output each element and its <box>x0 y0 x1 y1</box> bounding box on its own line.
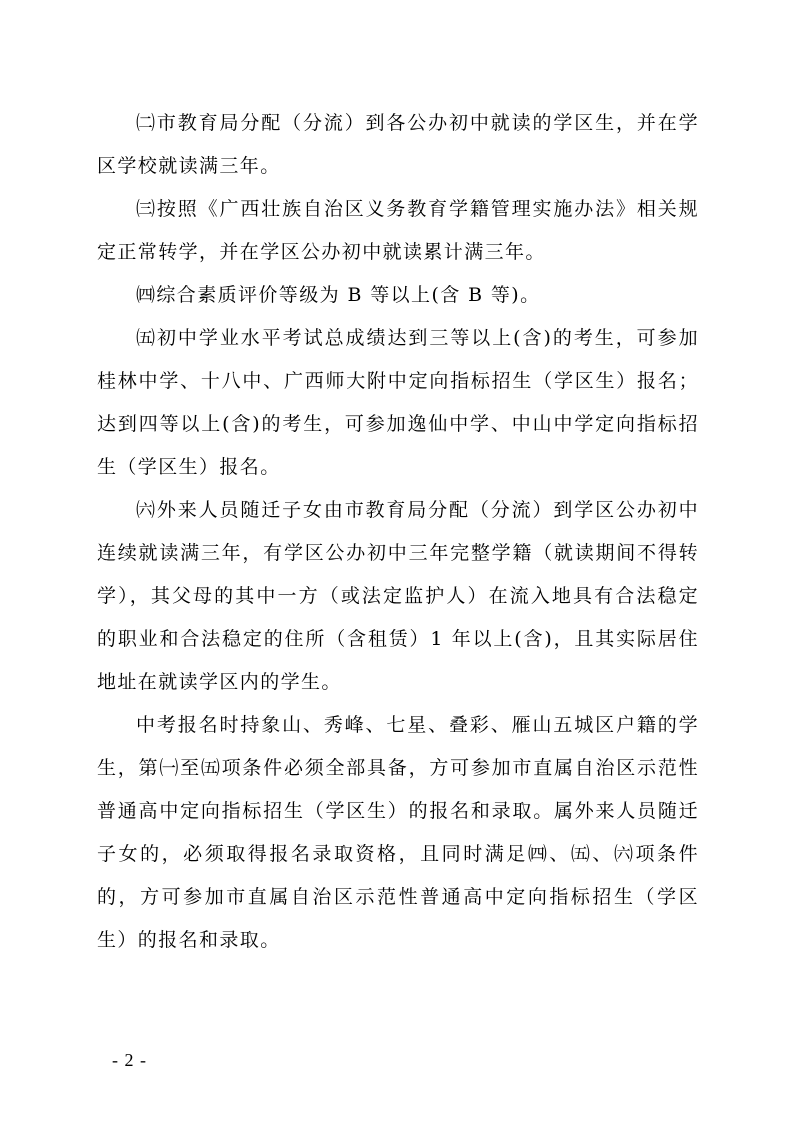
paragraph-condition-4: ㈣综合素质评价等级为 B 等以上(含 B 等)。 <box>136 284 541 306</box>
page-number: - 2 - <box>112 1050 147 1070</box>
paragraph-condition-3: ㈢按照《广西壮族自治区义务教育学籍管理实施办法》相关规定正常转学，并在学区公办初中就读累计满三年。 <box>97 198 699 263</box>
document-body <box>97 102 699 962</box>
paragraph-condition-5: ㈤初中学业水平考试总成绩达到三等以上(含)的考生，可参加桂林中学、十八中、广西师大附中定向指标招生（学区生）报名；达到四等以上(含)的考生，可参加逸仙中学、中山中学定向指标招生（学区生）报名。 <box>97 327 699 478</box>
paragraph-condition-6: ㈥外来人员随迁子女由市教育局分配（分流）到学区公办初中连续就读满三年，有学区公办初中三年完整学籍（就读期间不得转学），其父母的其中一方（或法定监护人）在流入地具有合法稳定的职业和合法稳定的住所（含租赁）1 年以上(含)，且其实际居住地址在就读学区内的学生。 <box>97 499 699 693</box>
paragraph-condition-2: ㈡市教育局分配（分流）到各公办初中就读的学区生，并在学区学校就读满三年。 <box>97 112 699 177</box>
paragraph-summary: 中考报名时持象山、秀峰、七星、叠彩、雁山五城区户籍的学生，第㈠至㈤项条件必须全部具备，方可参加市直属自治区示范性普通高中定向指标招生（学区生）的报名和录取。属外来人员随迁子女的，必须取得报名录取资格，且同时满足㈣、㈤、㈥项条件的，方可参加市直属自治区示范性普通高中定向指标招生（学区生）的报名和录取。 <box>97 714 699 951</box>
